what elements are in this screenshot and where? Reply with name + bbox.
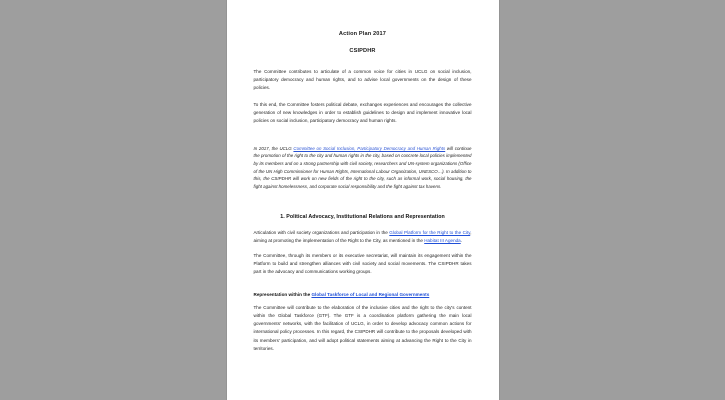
section-1-paragraph-1-lead: Articulation with civil society organizations and participation in the (253, 229, 390, 235)
document-title-line-2: CSIPDHR (349, 47, 376, 54)
italic-mission-paragraph (254, 145, 472, 190)
section-1-paragraph-1 (254, 229, 472, 245)
link-global-taskforce-local-regional-governments[interactable]: Global Taskforce of Local and Regional Governments (311, 292, 430, 298)
document-page (227, 0, 499, 400)
section-1-paragraph-1-mid: , aiming at promoting the implementation of the Right to the City, as mentioned in the (253, 229, 472, 243)
intro-paragraph-2: To this end, the Committee fosters political debate, exchanges experiences and encourages the collective generation of new knowledges in order to establish guidelines to design and implement innovative local policies on social inclusion, participatory democracy and human rights. (253, 101, 472, 123)
section-1-paragraph-3: The Committee will contribute to the elaboration of the inclusive cities and the right to the city's content within the Global Taskforce (GTF). The GTF is a coordination platform gathering the main local governments' networks, with the facilitation of UCLG, in order to develop advocacy common actions for international policy processes. In this regard, the CSIPDHR will contribute to the proposals developed with its members' participation, and will adopt political statements aiming at advancing the Right to the City in territories. (253, 305, 472, 351)
link-committee-on-social-inclusion[interactable]: Committee on Social Inclusion, Participatory Democracy and Human Rights (293, 145, 446, 151)
link-habitat-iii-agenda[interactable]: Habitat III Agenda (424, 237, 461, 243)
section-1-heading: 1. Political Advocacy, Institutional Relations and Representation (280, 214, 445, 221)
page-content (254, 0, 472, 353)
link-global-platform-right-to-the-city[interactable]: Global Platform for the Right to the City (389, 229, 471, 235)
italic-paragraph-tail: will continue the promotion of the right to the city and human rights in the city, based on concrete local policies implemented by its members and on a strong partnership with civil society, researchers and UN-system organizations (Office of the UN High Commissioner for Human Rights, International Labour Organization, UNESCO…). In addition to this, the CSIPDHR will work on new fields of the right to the city, such as informal work, social housing, the fight against homelessness, and corporate social responsibility and the fight against tax havens. (253, 145, 472, 189)
section-1-paragraph-1-tail: . (460, 237, 463, 243)
section-1-paragraph-2: The Committee, through its members or its executive secretariat, will maintain its engagement within the Platform to build and strengthen alliances with civil society and social movements. The CSIPDHR takes part in the advocacy and communications working groups. (253, 253, 472, 275)
section-1-sub-heading (254, 292, 472, 297)
italic-paragraph-lead: In 2017, the UCLG (253, 145, 294, 151)
sub-heading-lead: Representation within the (253, 292, 312, 298)
intro-paragraph-1: The Committee contributes to articulate of a common voice for cities in UCLG on social inclusion, participatory democracy and human rights, and to advise local governments on the design of these policies. (253, 68, 472, 91)
document-title-line-1: Action Plan 2017 (338, 31, 387, 37)
